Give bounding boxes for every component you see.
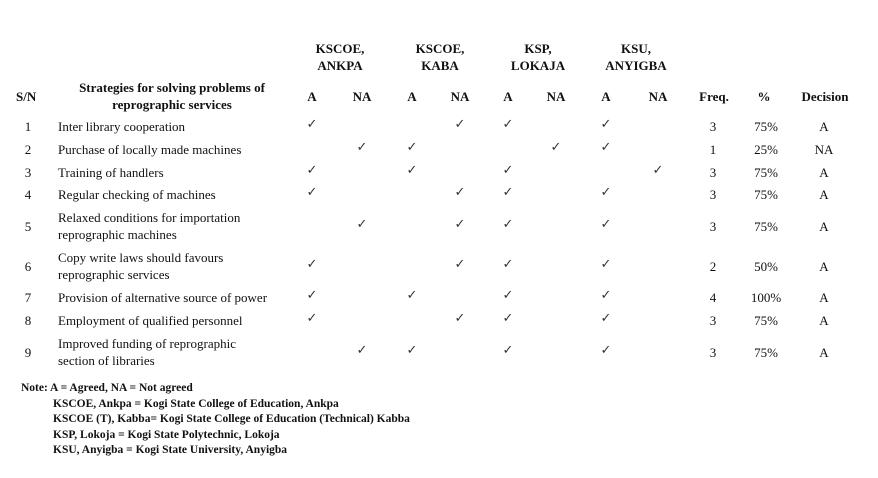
row-freq: 3: [709, 186, 717, 202]
strategy-line: Provision of alternative source of power: [58, 289, 268, 305]
row-percent: 75%: [754, 218, 778, 234]
row-percent: 75%: [754, 164, 778, 180]
note-item: KSU, Anyigba = Kogi State University, Anyigba: [53, 444, 288, 457]
row-percent: 75%: [754, 186, 778, 202]
check-icon: ✓: [406, 162, 418, 177]
check-icon: ✓: [502, 310, 514, 325]
strategy-line: Purchase of locally made machines: [58, 141, 242, 157]
institution-location: ANYIGBA: [605, 58, 667, 73]
column-header-percent: %: [757, 89, 771, 104]
strategy-line: Inter library cooperation: [58, 118, 186, 134]
check-icon: ✓: [306, 310, 318, 325]
row-freq: 3: [709, 344, 717, 360]
row-strategy: [58, 209, 240, 243]
row-freq: 3: [709, 164, 717, 180]
row-sn: 5: [24, 218, 32, 234]
check-icon: ✓: [454, 184, 466, 199]
row-decision: A: [819, 344, 829, 360]
row-strategy: [58, 289, 267, 306]
note-lead: Note: A = Agreed, NA = Not agreed: [21, 382, 193, 394]
row-decision: A: [819, 289, 829, 305]
row-strategy: [58, 141, 241, 158]
check-icon: ✓: [600, 216, 612, 231]
institution-header-ankpa: [300, 40, 380, 74]
check-icon: ✓: [454, 116, 466, 131]
strategy-header-line2: reprographic services: [112, 97, 232, 112]
check-icon: ✓: [406, 287, 418, 302]
row-freq: 1: [709, 141, 717, 157]
check-icon: ✓: [306, 162, 318, 177]
table-note: [21, 381, 410, 459]
check-icon: ✓: [306, 116, 318, 131]
row-decision: A: [819, 186, 829, 202]
column-header-na-kaba: NA: [450, 89, 470, 104]
column-header-strategy: [58, 79, 286, 113]
row-sn: 3: [24, 164, 32, 180]
check-icon: ✓: [550, 139, 562, 154]
strategy-line: section of libraries: [58, 353, 155, 368]
strategy-line: reprographic machines: [58, 227, 177, 242]
check-icon: ✓: [600, 139, 612, 154]
row-percent: 100%: [750, 289, 782, 305]
row-sn: 8: [24, 312, 32, 328]
strategy-line: Improved funding of reprographic: [58, 336, 236, 351]
row-freq: 2: [709, 258, 717, 274]
check-icon: ✓: [652, 162, 664, 177]
check-icon: ✓: [502, 256, 514, 271]
institution-name: KSU,: [621, 41, 651, 56]
check-icon: ✓: [600, 310, 612, 325]
note-item: KSCOE, Ankpa = Kogi State College of Education, Ankpa: [53, 397, 339, 410]
row-strategy: [58, 186, 216, 203]
row-sn: 2: [24, 141, 32, 157]
row-decision: A: [819, 312, 829, 328]
column-header-agree-kaba: A: [407, 89, 417, 104]
row-percent: 50%: [754, 258, 778, 274]
column-header-na-anyigba: NA: [648, 89, 668, 104]
check-icon: ✓: [306, 287, 318, 302]
row-percent: 75%: [754, 118, 778, 134]
institution-header-anyigba: [590, 40, 682, 74]
strategy-line: reprographic services: [58, 267, 170, 282]
check-icon: ✓: [306, 184, 318, 199]
check-icon: ✓: [502, 184, 514, 199]
check-icon: ✓: [406, 139, 418, 154]
row-freq: 4: [709, 289, 717, 305]
note-item: KSCOE (T), Kabba= Kogi State College of Education (Technical) Kabba: [53, 413, 410, 426]
column-header-na-lokaja: NA: [546, 89, 566, 104]
institution-location: LOKAJA: [510, 58, 566, 73]
row-strategy: [58, 312, 242, 329]
row-decision: NA: [814, 141, 834, 157]
check-icon: ✓: [502, 116, 514, 131]
row-freq: 3: [709, 118, 717, 134]
strategy-line: Regular checking of machines: [58, 186, 216, 202]
column-header-agree-ankpa: A: [307, 89, 317, 104]
row-sn: 1: [24, 118, 32, 134]
column-header-agree-anyigba: A: [601, 89, 611, 104]
check-icon: ✓: [502, 162, 514, 177]
row-decision: A: [819, 118, 829, 134]
row-decision: A: [819, 164, 829, 180]
strategy-line: Training of handlers: [58, 164, 164, 180]
row-percent: 75%: [754, 344, 778, 360]
row-decision: A: [819, 258, 829, 274]
row-freq: 3: [709, 218, 717, 234]
row-decision: A: [819, 218, 829, 234]
institution-header-kaba: [396, 40, 484, 74]
institution-location: KABA: [421, 58, 459, 73]
row-strategy: [58, 164, 164, 181]
row-sn: 6: [24, 258, 32, 274]
strategy-line: Relaxed conditions for importation: [58, 210, 241, 225]
row-freq: 3: [709, 312, 717, 328]
row-strategy: [58, 118, 185, 135]
check-icon: ✓: [502, 342, 514, 357]
column-header-agree-lokaja: A: [503, 89, 513, 104]
institution-location: ANKPA: [317, 58, 363, 73]
institution-name: KSCOE,: [415, 41, 465, 56]
column-header-na-ankpa: NA: [352, 89, 372, 104]
check-icon: ✓: [356, 342, 368, 357]
institution-header-lokaja: [494, 40, 582, 74]
row-sn: 4: [24, 186, 32, 202]
check-icon: ✓: [600, 184, 612, 199]
column-header-freq: Freq.: [699, 89, 729, 104]
check-icon: ✓: [406, 342, 418, 357]
check-icon: ✓: [454, 256, 466, 271]
institution-name: KSCOE,: [315, 41, 365, 56]
column-header-decision: Decision: [801, 89, 849, 104]
check-icon: ✓: [600, 256, 612, 271]
institution-name: KSP,: [524, 41, 552, 56]
check-icon: ✓: [356, 139, 368, 154]
check-icon: ✓: [600, 116, 612, 131]
strategy-line: Employment of qualified personnel: [58, 312, 243, 328]
check-icon: ✓: [600, 342, 612, 357]
check-icon: ✓: [502, 216, 514, 231]
strategy-line: Copy write laws should favours: [58, 250, 224, 265]
strategy-header-line1: Strategies for solving problems of: [79, 80, 265, 95]
row-percent: 25%: [754, 141, 778, 157]
check-icon: ✓: [502, 287, 514, 302]
check-icon: ✓: [454, 310, 466, 325]
check-icon: ✓: [454, 216, 466, 231]
row-percent: 75%: [754, 312, 778, 328]
note-item: KSP, Lokoja = Kogi State Polytechnic, Lokoja: [53, 428, 280, 441]
column-header-sn: S/N: [16, 89, 37, 104]
row-sn: 9: [24, 344, 32, 360]
row-strategy: [58, 335, 236, 369]
row-sn: 7: [24, 289, 32, 305]
check-icon: ✓: [306, 256, 318, 271]
check-icon: ✓: [356, 216, 368, 231]
row-strategy: [58, 249, 223, 283]
check-icon: ✓: [600, 287, 612, 302]
